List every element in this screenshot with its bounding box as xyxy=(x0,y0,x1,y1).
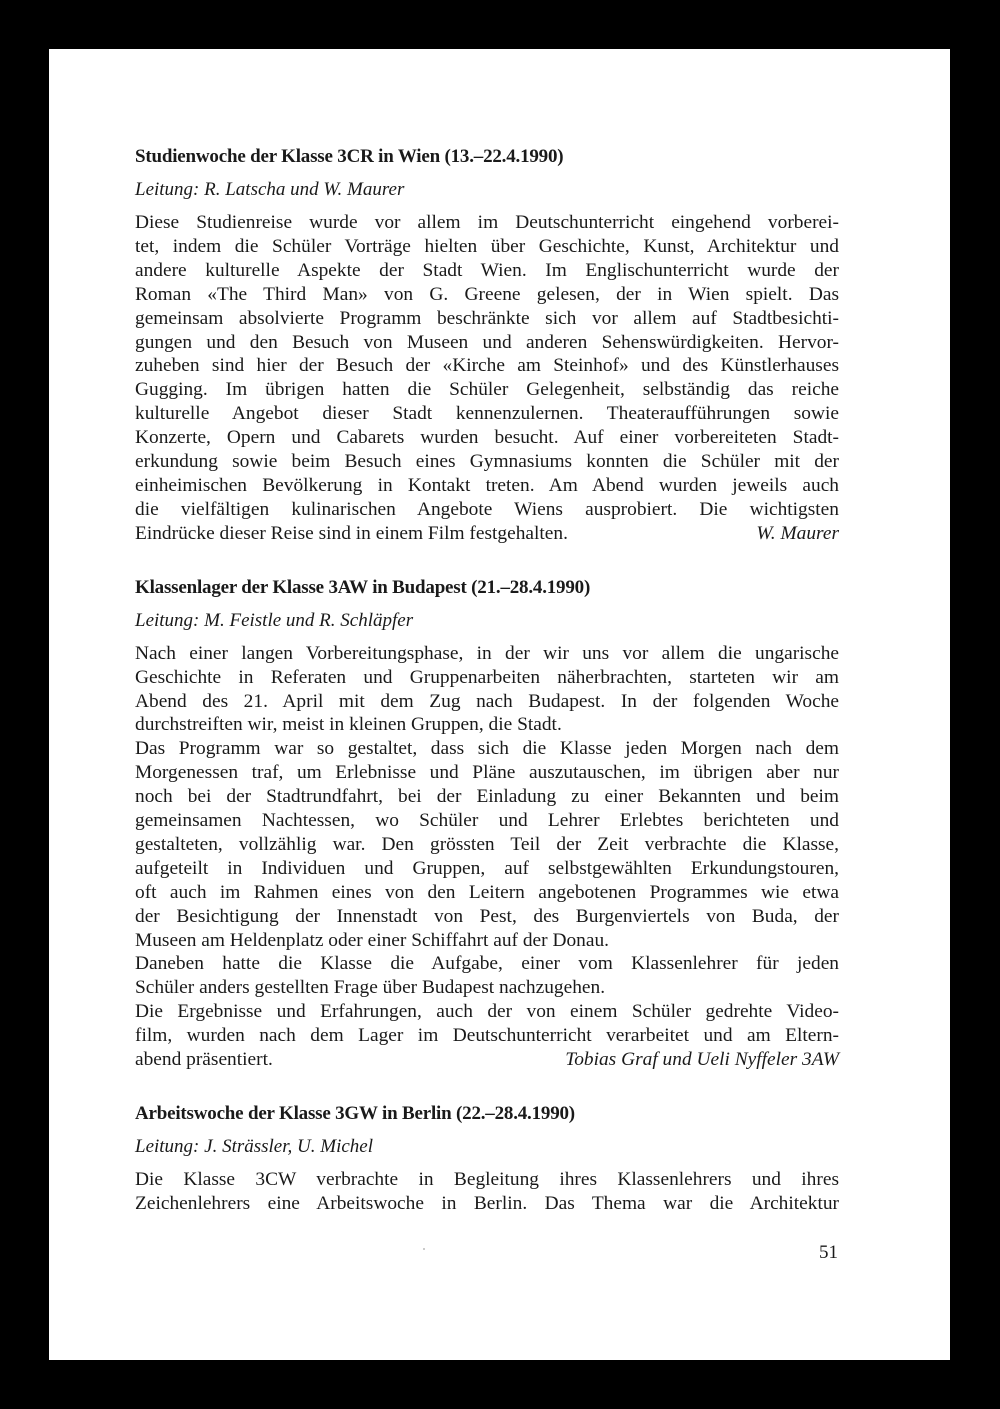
text-line: Diese Studienreise wurde vor allem im Deutschunterricht eingehend vorberei- xyxy=(135,212,839,233)
text-line: Die Klasse 3CW verbrachte in Begleitung ihres Klassenlehrers und ihres xyxy=(135,1169,839,1190)
text-line: Die Ergebnisse und Erfahrungen, auch der von einem Schüler gedrehte Video- xyxy=(135,1001,839,1023)
section-leitung: Leitung: J. Strässler, U. Michel xyxy=(135,1136,374,1157)
text-line-last xyxy=(135,522,839,546)
text-line: Gugging. Im übrigen hatten die Schüler Gelegenheit, selbständig das reiche xyxy=(135,379,839,401)
section-body xyxy=(135,1168,839,1216)
text-line: der Besichtigung der Innenstadt von Pest, des Burgenviertels von Buda, der xyxy=(135,905,839,927)
text-line: Roman «The Third Man» von G. Greene gelesen, der in Wien spielt. Das xyxy=(135,283,839,305)
text-line: Geschichte in Referaten und Gruppenarbeiten näherbrachten, starteten wir am xyxy=(135,666,839,688)
page-content xyxy=(135,145,839,1216)
text-line: Abend des 21. April mit dem Zug nach Budapest. In der folgenden Woche xyxy=(135,690,839,712)
text-line: gestalteten, vollzählig war. Den grössten Teil der Zeit verbrachte die Klasse, xyxy=(135,833,839,855)
text-line: noch bei der Stadtrundfahrt, bei der Einladung zu einer Bekannten und beim xyxy=(135,786,839,808)
text-line: Schüler anders gestellten Frage über Budapest nachzugehen. xyxy=(135,977,606,999)
text-line: Das Programm war so gestaltet, dass sich die Klasse jeden Morgen nach dem xyxy=(135,738,839,760)
page-number: 51 xyxy=(819,1242,838,1263)
text-line: Eindrücke dieser Reise sind in einem Film festgehalten. xyxy=(135,522,568,544)
text-line-last xyxy=(135,1048,839,1072)
text-line: kulturelle Angebot dieser Stadt kennenzulernen. Theateraufführungen sowie xyxy=(135,403,839,425)
section-gap xyxy=(135,546,839,576)
speck-mark xyxy=(423,1248,425,1250)
text-line: film, wurden nach dem Lager im Deutschunterricht verarbeitet und am Eltern- xyxy=(135,1025,839,1047)
text-line: gemeinsamen Nachtessen, wo Schüler und Lehrer Erlebtes berichteten und xyxy=(135,810,839,832)
section-budapest xyxy=(135,576,839,1072)
text-line: Museen am Heldenplatz oder einer Schiffahrt auf der Donau. xyxy=(135,929,609,951)
text-line: zuheben sind hier der Besuch der «Kirche am Steinhof» und des Künstlerhauses xyxy=(135,355,839,377)
text-line: erkundung sowie beim Besuch eines Gymnasiums konnten die Schüler mit der xyxy=(135,451,839,473)
section-title: Klassenlager der Klasse 3AW in Budapest (21.–28.4.1990) xyxy=(135,576,591,598)
signature: W. Maurer xyxy=(756,522,839,544)
text-line: einheimischen Bevölkerung in Kontakt treten. Am Abend wurden jeweils auch xyxy=(135,474,839,496)
section-body xyxy=(135,211,839,546)
section-title: Arbeitswoche der Klasse 3GW in Berlin (22.–28.4.1990) xyxy=(135,1103,575,1124)
signature: Tobias Graf und Ueli Nyffeler 3AW xyxy=(565,1049,839,1071)
text-line: Konzerte, Opern und Cabarets wurden besucht. Auf einer vorbereiteten Stadt- xyxy=(135,427,839,449)
section-title: Studienwoche der Klasse 3CR in Wien (13.–22.4.1990) xyxy=(135,146,564,167)
text-line: Morgenessen traf, um Erlebnisse und Pläne auszutauschen, im übrigen aber nur xyxy=(135,762,839,784)
text-line: Daneben hatte die Klasse die Aufgabe, einer vom Klassenlehrer für jeden xyxy=(135,953,839,975)
section-gap xyxy=(135,1072,839,1102)
section-leitung: Leitung: M. Feistle und R. Schläpfer xyxy=(135,609,414,631)
text-line: durchstreiften wir, meist in kleinen Gruppen, die Stadt. xyxy=(135,714,562,736)
section-leitung: Leitung: R. Latscha und W. Maurer xyxy=(135,179,405,200)
text-line: tet, indem die Schüler Vorträge hielten über Geschichte, Kunst, Architektur und xyxy=(135,235,839,257)
text-line: Nach einer langen Vorbereitungsphase, in der wir uns vor allem die ungarische xyxy=(135,642,839,664)
section-body xyxy=(135,642,839,1072)
document-page xyxy=(49,49,950,1360)
text-line: Zeichenlehrers eine Arbeitswoche in Berlin. Das Thema war die Architektur xyxy=(135,1192,839,1214)
section-wien xyxy=(135,145,839,546)
text-line: gungen und den Besuch von Museen und anderen Sehenswürdigkeiten. Hervor- xyxy=(135,331,839,353)
text-line: aufgeteilt in Individuen und Gruppen, auf selbstgewählten Erkundungstouren, xyxy=(135,857,839,879)
text-line: die vielfältigen kulinarischen Angebote Wiens ausprobiert. Die wichtigsten xyxy=(135,498,839,520)
text-line: abend präsentiert. xyxy=(135,1049,273,1071)
text-line: gemeinsam absolvierte Programm beschränkte sich vor allem auf Stadtbesichti- xyxy=(135,307,839,329)
section-berlin xyxy=(135,1102,839,1216)
text-line: oft auch im Rahmen eines von den Leitern angebotenen Programmes wie etwa xyxy=(135,881,839,903)
text-line: andere kulturelle Aspekte der Stadt Wien. Im Englischunterricht wurde der xyxy=(135,259,839,281)
